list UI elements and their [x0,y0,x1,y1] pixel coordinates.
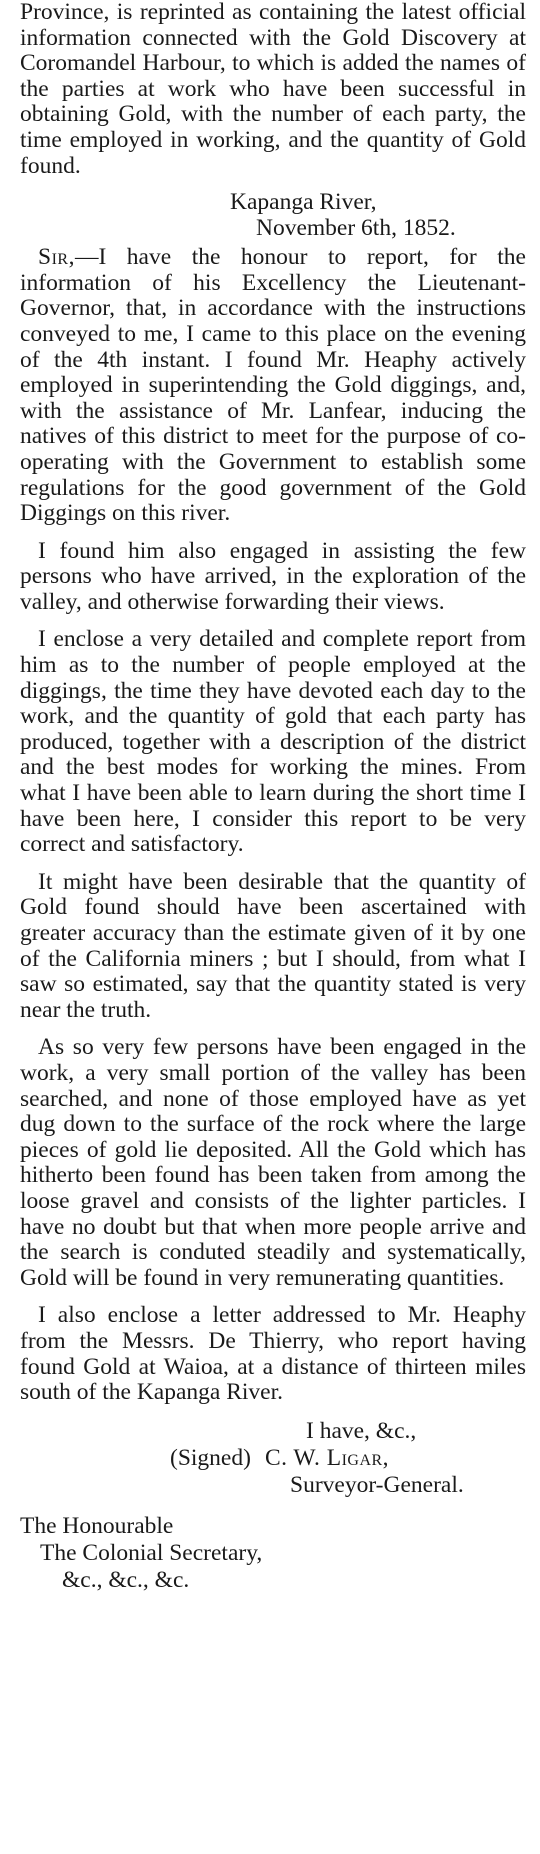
dateline [20,189,526,241]
letter-closing [20,1418,526,1499]
letter-paragraph-6: I also enclose a letter addressed to Mr. Heaphy from the Messrs. De Thierry, who report having found Gold at Waioa, at a distance of thirteen miles south of the Kapanga River. [20,1302,526,1406]
addressee-line-3: &c., &c., &c. [62,1566,190,1593]
addressee-line-2: The Colonial Secretary, [40,1539,263,1566]
addressee-line-1: The Honourable [20,1512,174,1539]
letter-paragraph-1 [20,245,526,527]
signature-row [20,1445,526,1472]
letter-paragraph-4: It might have been desirable that the quantity of Gold found should have been ascertained with greater accuracy than the estimate given of it by one of the California miners ; but I should, from what I saw so estimated, say that the quantity stated is very near the truth. [20,868,526,1023]
paragraph-1-text: —I have the honour to report, for the information of his Excellency the Lieutenant-Governor, that, in accordance with the instructions conveyed to me, I came to this place on the evening of the 4th instant. I found Mr. Heaphy actively employed in superintending the Gold diggings, and, with the assistance of Mr. Lanfear, inducing the natives of this district to meet for the purpose of co-operating with the Government to establish some regulations for the good government of the Gold Diggings on this river. [20,244,526,527]
addressee-block [20,1513,526,1594]
intro-paragraph: Province, is reprinted as containing the latest official information connected with the Gold Discovery at Coromandel Harbour, to which is added the names of the parties at work who have been successful in obtaining Gold, with the number of each party, the time employed in working, and the quantity of Gold found. [20,0,526,179]
dateline-place: Kapanga River, [230,189,377,216]
letter-paragraph-2: I found him also engaged in assisting the few persons who have arrived, in the exploration of the valley, and otherwise forwarding their views. [20,537,526,615]
letter-body [20,245,526,1406]
salutation: Sir, [38,244,75,271]
signed-label: (Signed) [170,1444,251,1471]
dateline-date: November 6th, 1852. [256,215,456,242]
signatory-title: Surveyor-General. [290,1471,464,1498]
signatory-name: C. W. Ligar, [264,1444,390,1471]
letter-paragraph-3: I enclose a very detailed and complete report from him as to the number of people employed at the diggings, the time they have devoted each day to the work, and the quantity of gold that each party has produced, together with a description of the district and the best modes for working the mines. From what I have been able to learn during the short time I have been here, I consider this report to be very correct and satisfactory. [20,626,526,858]
closing-phrase: I have, &c., [306,1417,417,1444]
letter-paragraph-5: As so very few persons have been engaged in the work, a very small portion of the valley has been searched, and none of those employed have as yet dug down to the surface of the rock where the large pieces of gold lie deposited. All the Gold which has hitherto been found has been taken from among the loose gravel and consists of the lighter particles. I have no doubt but that when more people arrive and the search is conduted steadily and systematically, Gold will be found in very remunerating quantities. [20,1034,526,1291]
